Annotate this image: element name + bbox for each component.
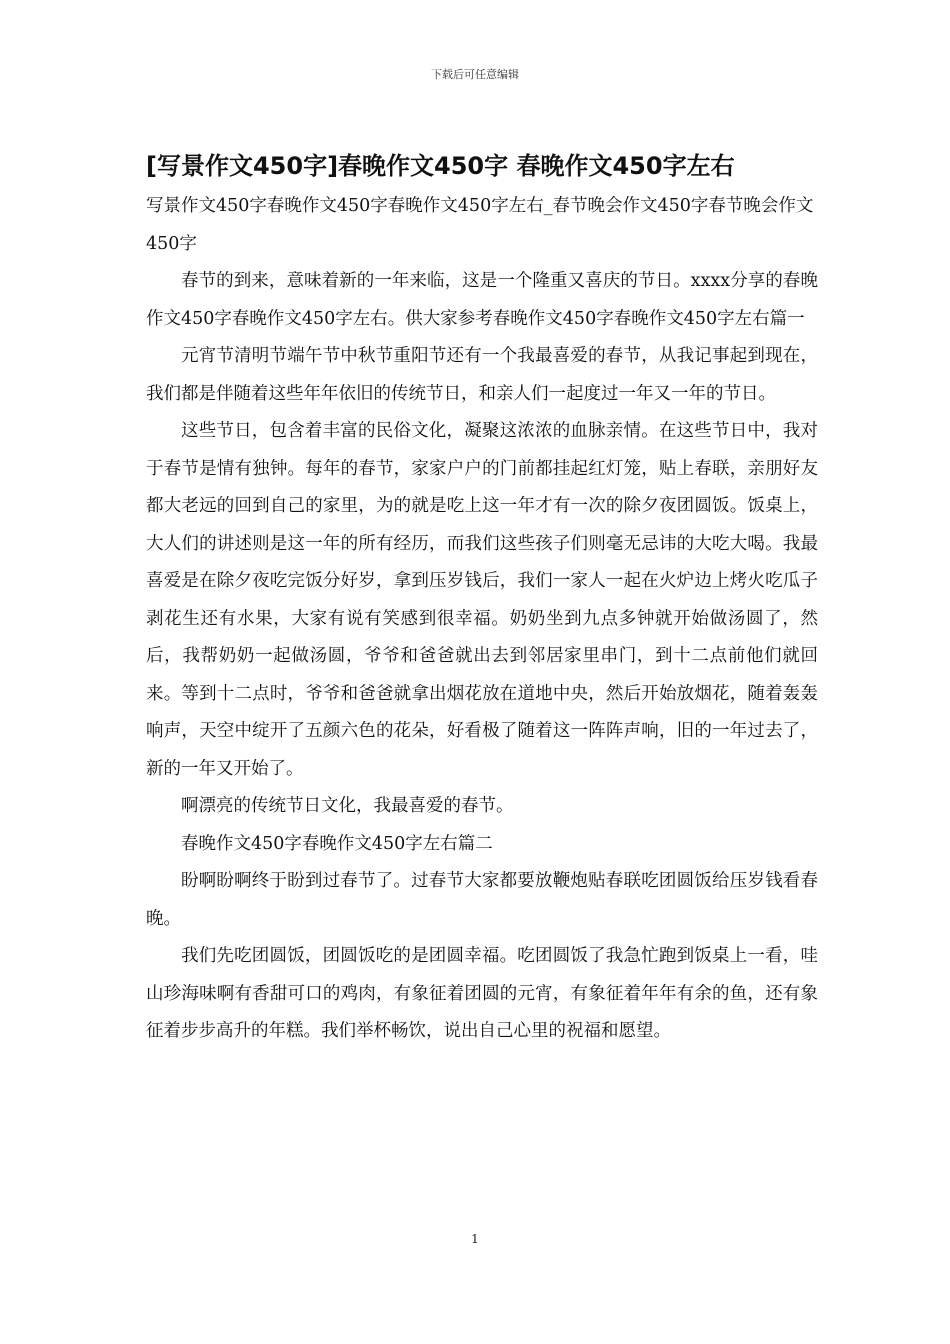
paragraph-festivals: 元宵节清明节端午节中秋节重阳节还有一个我最喜爱的春节，从我记事起到现在，我们都是伴随着这些年年依旧的传统节日，和亲人们一起度过一年又一年的节日。	[146, 346, 818, 404]
paragraph-conclusion: 啊漂亮的传统节日文化，我最喜爱的春节。	[181, 796, 514, 816]
paragraph-waiting: 盼啊盼啊终于盼到过春节了。过春节大家都要放鞭炮贴春联吃团圆饭给压岁钱看春晚。	[146, 871, 818, 929]
paragraph-spring-festival: 这些节日，包含着丰富的民俗文化，凝聚这浓浓的血脉亲情。在这些节日中，我对于春节是情有独钟。每年的春节，家家户户的门前都挂起红灯笼，贴上春联，亲朋好友都大老远的回到自己的家里，为的就是吃上这一年才有一次的除夕夜团圆饭。饭桌上，大人们的讲述则是这一年的所有经历，而我们这些孩子们则毫无忌讳的大吃大喝。我最喜爱是在除夕夜吃完饭分好岁，拿到压岁钱后，我们一家人一起在火炉边上烤火吃瓜子剥花生还有水果，大家有说有笑感到很幸福。奶奶坐到九点多钟就开始做汤圆了，然后，我帮奶奶一起做汤圆，爷爷和爸爸就出去到邻居家里串门，到十二点前他们就回来。等到十二点时，爷爷和爸爸就拿出烟花放在道地中央，然后开始放烟花，随着轰轰响声，天空中绽开了五颜六色的花朵，好看极了随着这一阵阵声响，旧的一年过去了，新的一年又开始了。	[146, 421, 818, 779]
document-title: [写景作文450字]春晚作文450字 春晚作文450字左右	[146, 152, 735, 180]
paragraph-intro: 春节的到来，意味着新的一年来临，这是一个隆重又喜庆的节日。xxxx分享的春晚作文450字春晚作文450字左右。供大家参考春晚作文450字春晚作文450字左右篇一	[146, 271, 818, 329]
paragraph-reunion-dinner: 我们先吃团圆饭，团圆饭吃的是团圆幸福。吃团圆饭了我急忙跑到饭桌上一看，哇山珍海味啊有香甜可口的鸡肉，有象征着团圆的元宵，有象征着年年有余的鱼，还有象征着步步高升的年糕。我们举杯畅饮，说出自己心里的祝福和愿望。	[146, 946, 818, 1041]
page-header: 下载后可任意编辑	[431, 68, 519, 81]
page-number: 1	[471, 1232, 479, 1246]
section-heading-part-two: 春晚作文450字春晚作文450字左右篇二	[181, 833, 493, 854]
document-subtitle: 写景作文450字春晚作文450字春晚作文450字左右_春节晚会作文450字春节晚会作文450字	[146, 196, 814, 254]
document-body	[146, 146, 818, 1051]
